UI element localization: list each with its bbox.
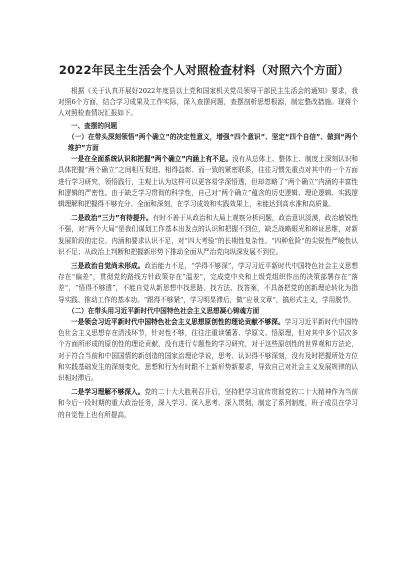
section-heading-problems: 一、查摆的问题 <box>71 121 118 130</box>
paragraph-5-body: 党的二十大大胜利召开后，坚持把学习宣传贯彻党的二十大精神作为当前和今后一段时期的重大政治任务，深入学习、深入思考、深入贯彻，制定了系列制度，班子成员在学习的自觉性上也有所提高， <box>58 388 359 419</box>
paragraph-5 <box>58 387 358 421</box>
paragraph-5-lead: 二是学习理解不够深入。 <box>71 388 145 397</box>
paragraph-2 <box>58 213 358 258</box>
document-body <box>58 86 358 421</box>
paragraph-3-body: 政治能力不足，“学得不够深”，学习习近平新时代中国特色社会主义思想存在“偏差”，贯彻党的路线方针政策存在“温差”，完成党中央和上级党组织作出的决策部署存在“落差”，“悟得不够透”，不能自觉从新思想中找思路、找方法、找答案，不具备把党的创新理论转化为指导实践、推动工作的基本功。“跟得不够紧”，学习明显滞后，做“应景文章”，搞形式主义，学用脱节。 <box>58 262 359 304</box>
paragraph-2-body: 有时不善于从政治和大局上观察分析问题，政治意识淡漠，政治敏锐性不强，对“两个大局”是我们谋划工作基本出发点的认识和把握不到位，缺乏战略眼光和辩证思维，对新发展阶段的定位、内涵和要求认识不足，对“四大考验”的长期性复杂性、“四种危险”的尖锐性严峻性认识不足；从政治上判断和把握新形势下推动全面从严治党向纵深发展不到位。 <box>58 214 359 256</box>
paragraph-1-lead: 一是在全面系统认识和把握“两个确立”内涵上有不足。 <box>71 155 233 164</box>
paragraph-3-lead: 三是政治自觉尚未形成。 <box>71 262 145 271</box>
document-title: 2022年民主生活会个人对照检查材料（对照六个方面） <box>58 63 350 77</box>
paragraph-2-lead: 二是政治“三力”有待提升。 <box>71 214 153 223</box>
paragraph-3 <box>58 261 358 306</box>
paragraph-4-lead: 一是领会习近平新时代中国特色社会主义思想原创性的理论贡献不够深。 <box>71 318 285 327</box>
paragraph-1-body: 没有从总体上、整体上、制度上深刻认识和具体把握“两个确立”之间相互促进、相得益彰、而一致的紧密联系，往往习惯先重点对其中的一个方面进行学习研究，领悟践行，主观上认为这样可以更容易学深悟透，但却忽略了“两个确立”内涵的丰富性和逻辑的严密性。由于缺乏学习贯彻的科学性，自己对“两个确立”蕴含的历史逻辑、理论逻辑、实践逻辑理解和把握得不够充分、全面和深刻，在学习成效和实践效果上，未能达到高水准和高质量。 <box>58 155 359 209</box>
paragraph-4 <box>58 317 358 384</box>
subsection-heading-2: （二）在带头用习近平新时代中国特色社会主义思想凝心铸魂方面 <box>68 306 260 315</box>
paragraph-4-body: 学习习近平新时代中国特色社会主义思想存在清浅环节，针对性不够，往往注重读懂著、学原文、悟原理，但对其中多个层次多个方面所形成的原创性的理论贡献，没有进行专题性的学习研究，对于这些原创性的世界观和方法论，对于符合当前和中国国情的新创造的国家治理论学说，思考、认识得不够深刻，没有及时把握所处方位和实践基础发生的深刻变化，思想和行为有时跟不上新形势新要求，导致自己对社会主义发展规律的认识相对滞后。 <box>58 318 359 383</box>
paragraph-1 <box>58 154 358 210</box>
subsection-heading-1: （一）在带头深刻领悟“两个确立”的决定性意义，增强“四个意识”、坚定“四个自信”、做到“两个维护”方面 <box>68 132 358 153</box>
intro-paragraph: 根据《关于认真开展好2022年度县以上党和国家机关党员领导干部民主生活会的通知》要求，我对照6个方面，结合学习成果及工作实际，深入查摆问题，查摆剖析思想根源，制定整改措施。现将个人对照检查情况汇报如下。 <box>58 87 358 118</box>
